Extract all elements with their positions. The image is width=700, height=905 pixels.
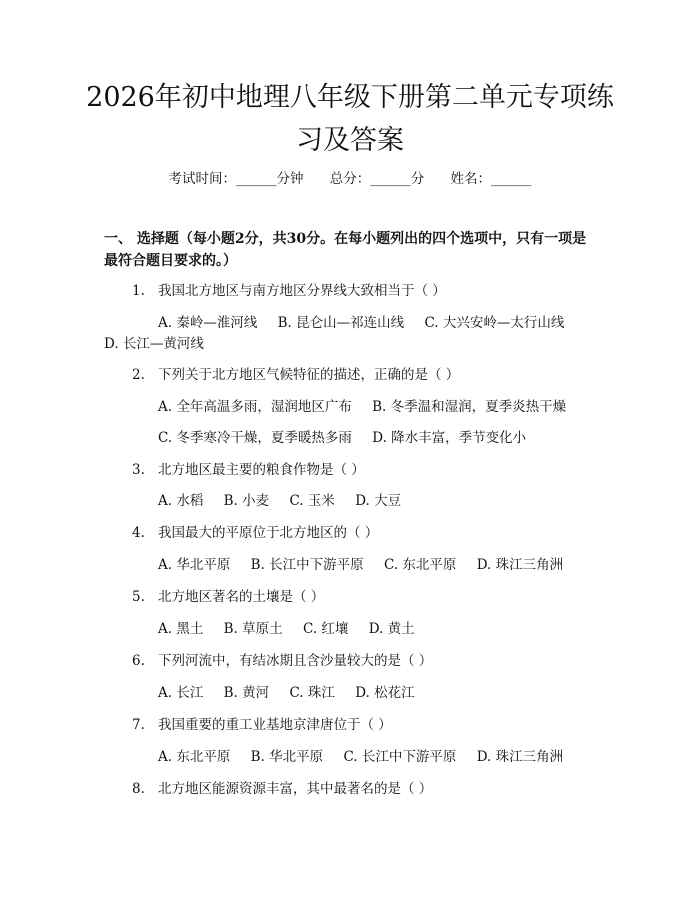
question-text: 北方地区最主要的粮食作物是（ ） — [158, 462, 365, 478]
question-number: 3. — [132, 462, 145, 478]
question-7 — [132, 715, 392, 735]
section-heading-line-1: 一、 选择题（每小题2分，共30分。在每小题列出的四个选项中，只有一项是 — [104, 231, 587, 247]
option-c: C. 珠江 — [289, 685, 335, 701]
question-1 — [132, 281, 446, 301]
option-b: B. 小麦 — [223, 493, 270, 509]
option-a: A. 华北平原 — [158, 557, 231, 573]
option-b: B. 华北平原 — [250, 749, 324, 765]
question-1-option-d: D. 长江—黄河线 — [104, 336, 204, 352]
option-d: D. 黄土 — [368, 621, 415, 637]
question-text: 我国重要的重工业基地京津唐位于（ ） — [158, 717, 392, 733]
question-text: 北方地区能源资源丰富，其中最著名的是（ ） — [158, 781, 433, 797]
option-b: B. 昆仑山—祁连山线 — [277, 315, 405, 331]
question-text: 我国最大的平原位于北方地区的（ ） — [158, 525, 379, 541]
option-d: D. 珠江三角洲 — [476, 749, 564, 765]
option-c: C. 长江中下游平原 — [343, 749, 457, 765]
option-c: C. 东北平原 — [383, 557, 457, 573]
question-text: 北方地区著名的土壤是（ ） — [158, 589, 325, 605]
question-7-options — [158, 747, 579, 767]
question-5 — [132, 587, 324, 607]
option-b: B. 长江中下游平原 — [250, 557, 364, 573]
question-3-options — [158, 491, 417, 511]
exam-time-field: 考试时间：______分钟 — [168, 171, 304, 187]
question-text: 下列关于北方地区气候特征的描述，正确的是（ ） — [158, 367, 460, 383]
total-score-field: 总分：______分 — [329, 171, 425, 187]
title-line-2: 习及答案 — [296, 125, 404, 156]
section-heading-line-2: 最符合题目要求的。） — [104, 253, 237, 269]
question-text: 下列河流中，有结冰期且含沙量较大的是（ ） — [158, 653, 433, 669]
option-c: C. 玉米 — [289, 493, 335, 509]
question-2 — [132, 365, 459, 385]
question-text: 我国北方地区与南方地区分界线大致相当于（ ） — [158, 283, 446, 299]
title-line-1: 2026年初中地理八年级下册第二单元专项练 — [86, 82, 614, 113]
question-8 — [132, 779, 432, 799]
section-heading — [104, 228, 604, 272]
question-4 — [132, 523, 378, 543]
question-6 — [132, 651, 432, 671]
question-number: 2. — [132, 367, 145, 383]
option-c: C. 大兴安岭—太行山线 — [424, 315, 565, 331]
student-name-field: 姓名：______ — [450, 171, 532, 187]
option-a: A. 水稻 — [158, 493, 204, 509]
question-number: 5. — [132, 589, 145, 605]
question-4-options — [158, 555, 579, 575]
option-a: A. 东北平原 — [158, 749, 231, 765]
option-b: B. 黄河 — [223, 685, 270, 701]
question-3 — [132, 460, 365, 480]
option-a: A. 黑土 — [158, 621, 204, 637]
option-a: A. 秦岭—淮河线 — [158, 315, 258, 331]
question-1-options — [158, 313, 580, 333]
question-2-options-row-1 — [158, 397, 582, 417]
option-d: D. 珠江三角洲 — [476, 557, 564, 573]
question-number: 6. — [132, 653, 145, 669]
question-6-options — [158, 683, 431, 703]
title-text — [40, 76, 660, 162]
question-number: 7. — [132, 717, 145, 733]
option-b: B. 冬季温和湿润，夏季炎热干燥 — [372, 399, 567, 415]
option-a: A. 长江 — [158, 685, 204, 701]
option-b: B. 草原土 — [223, 621, 283, 637]
option-d: D. 松花江 — [355, 685, 415, 701]
question-number: 4. — [132, 525, 145, 541]
question-number: 8. — [132, 781, 145, 797]
question-number: 1. — [132, 283, 145, 299]
exam-meta — [0, 169, 700, 189]
option-d: D. 大豆 — [355, 493, 402, 509]
option-c: C. 红壤 — [302, 621, 349, 637]
option-c: C. 冬季寒冷干燥，夏季暖热多雨 — [158, 430, 352, 446]
question-2-options-row-2 — [158, 428, 542, 448]
question-5-options — [158, 619, 431, 639]
option-d: D. 降水丰富，季节变化小 — [372, 430, 527, 446]
option-a: A. 全年高温多雨，湿润地区广布 — [158, 399, 352, 415]
